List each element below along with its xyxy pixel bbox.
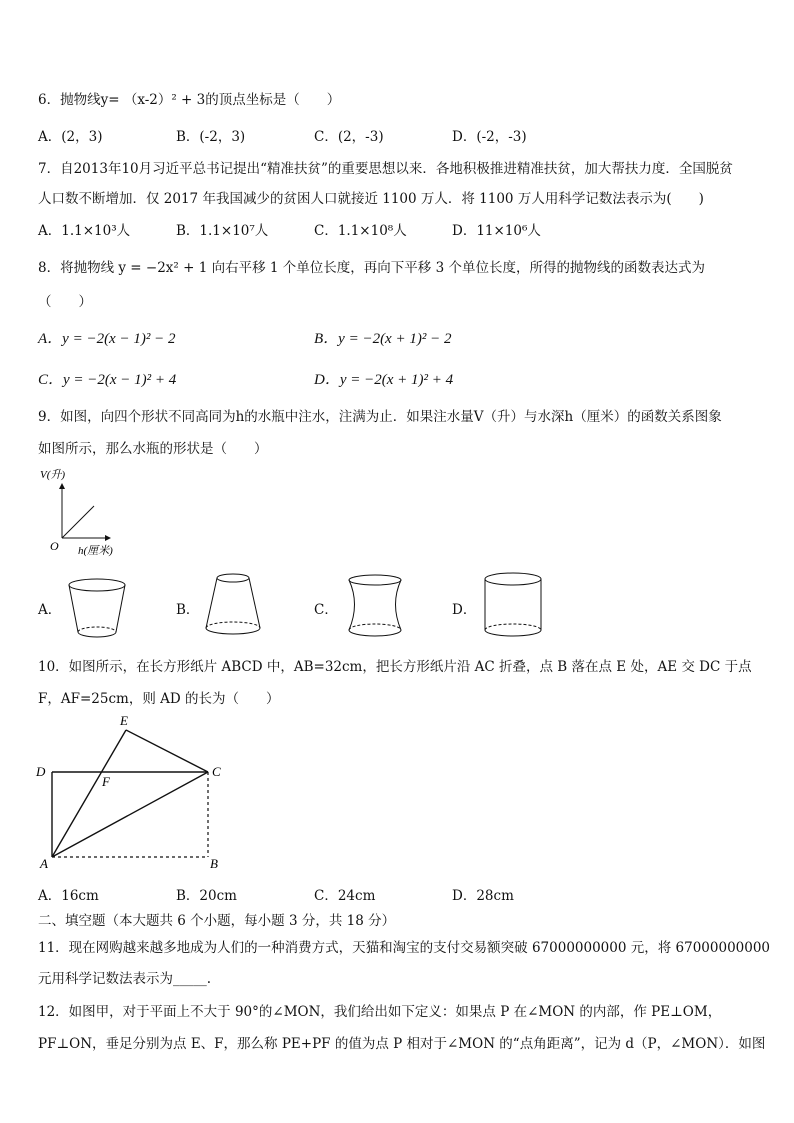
q9-graph-x-label: h(厘米) (78, 545, 113, 557)
q8-option-a: A．y = −2(x − 1)² − 2 (38, 331, 176, 347)
q9-line2: 如图所示，那么水瓶的形状是（ ） (38, 441, 268, 457)
q11-line1: 11．现在网购越来越多地成为人们的一种消费方式，天猫和淘宝的支付交易额突破 67000000000 元，将 67000000000 (38, 940, 771, 956)
q9-option-d: D． (452, 602, 477, 618)
q10-label-f: F (102, 774, 110, 789)
q8-option-c: C．y = −2(x − 1)² + 4 (38, 372, 177, 388)
q8-line2: （ ） (38, 294, 92, 310)
q7-option-d: D．11×10⁶人 (452, 223, 541, 239)
section2-title: 二、填空题（本大题共 6 个小题，每小题 3 分，共 18 分） (38, 913, 396, 929)
q6-option-a: A．(2，3) (38, 129, 103, 145)
q10-option-a: A．16cm (38, 888, 99, 904)
q11-line2: 元用科学记数法表示为_____. (38, 971, 212, 987)
q9-line1: 9．如图，向四个形状不同高同为h的水瓶中注水，注满为止．如果注水量V（升）与水深h（厘米）的函数关系图象 (38, 409, 722, 425)
q10-option-b: B．20cm (176, 888, 237, 904)
q9-bottle-b (200, 570, 266, 640)
q9-bottle-a (64, 576, 130, 642)
q10-label-c: C (212, 764, 221, 779)
q10-label-d: D (36, 764, 46, 779)
q6-option-b: B．(-2，3) (176, 129, 246, 145)
q8-option-d: D．y = −2(x + 1)² + 4 (314, 372, 454, 388)
q7-option-a: A．1.1×10³人 (38, 223, 131, 239)
q12-line2: PF⊥ON，垂足分别为点 E、F，那么称 PE+PF 的值为点 P 相对于∠MON 的“点角距离”，记为 d（P，∠MON）．如图 (38, 1036, 766, 1052)
q10-line2: F，AF=25cm，则 AD 的长为（ ） (38, 691, 280, 707)
q10-option-d: D．28cm (452, 888, 514, 904)
q9-option-c: C． (314, 602, 338, 618)
q10-fold-figure (30, 710, 240, 875)
q9-option-b: B． (176, 602, 200, 618)
q8-line1: 8．将抛物线 y = −2x² + 1 向右平移 1 个单位长度，再向下平移 3 个单位长度，所得的抛物线的函数表达式为 (38, 260, 705, 276)
q9-vh-graph (38, 466, 128, 558)
q8-option-b: B．y = −2(x + 1)² − 2 (314, 331, 452, 347)
q10-line1: 10．如图所示，在长方形纸片 ABCD 中，AB=32cm，把长方形纸片沿 AC 折叠，点 B 落在点 E 处，AE 交 DC 于点 (38, 659, 752, 675)
q9-graph-origin-label: O (50, 539, 59, 553)
q7-option-b: B．1.1×10⁷人 (176, 223, 269, 239)
q6-stem: 6．抛物线y= （x-2）² + 3的顶点坐标是（ ） (38, 92, 341, 108)
q7-option-c: C．1.1×10⁸人 (314, 223, 407, 239)
q7-line1: 7．自2013年10月习近平总书记提出“精准扶贫”的重要思想以来．各地积极推进精准扶贫，加大帮扶力度．全国脱贫 (38, 161, 733, 177)
q10-label-e: E (120, 713, 128, 728)
q10-label-b: B (210, 856, 218, 871)
q7-line2: 人口数不断增加．仅 2017 年我国减少的贫困人口就接近 1100 万人．将 1100 万人用科学记数法表示为( ) (38, 191, 704, 207)
q9-bottle-c (342, 572, 408, 642)
q6-option-d: D．(-2，-3) (452, 129, 527, 145)
q12-line1: 12．如图甲，对于平面上不大于 90°的∠MON，我们给出如下定义：如果点 P 在∠MON 的内部，作 PE⊥OM， (38, 1004, 722, 1020)
q9-option-a: A． (38, 602, 62, 618)
q10-option-c: C．24cm (314, 888, 376, 904)
q10-label-a: A (40, 856, 48, 871)
q9-graph-y-label: V(升) (40, 469, 66, 481)
q6-option-c: C．(2，-3) (314, 129, 384, 145)
q9-bottle-d (480, 570, 546, 642)
